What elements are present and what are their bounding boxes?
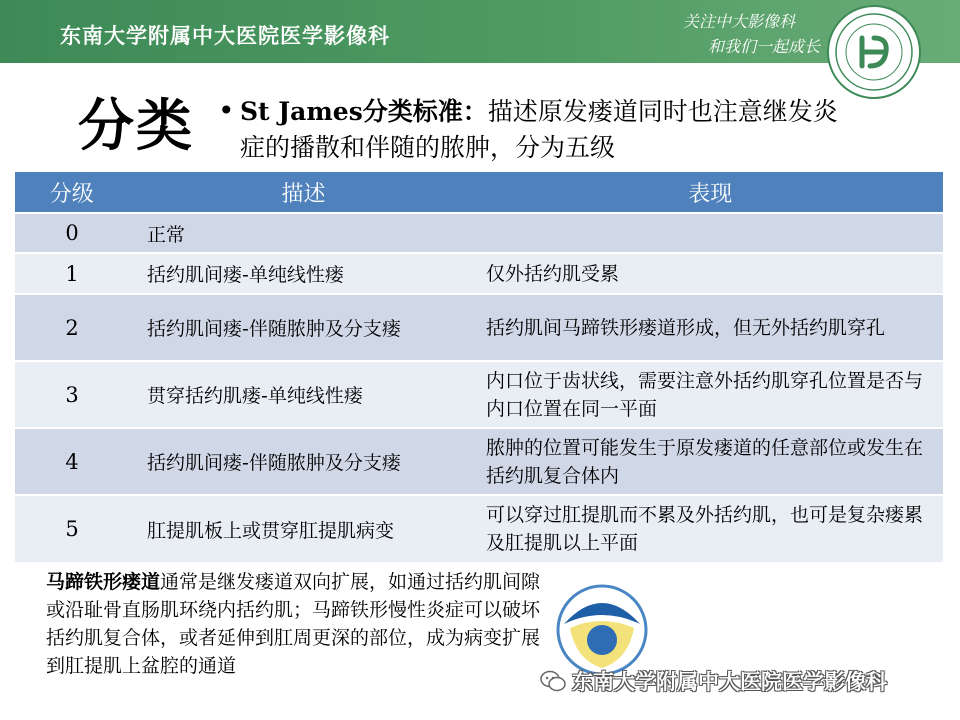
- row-desc: 括约肌间瘘-伴随脓肿及分支瘘: [129, 294, 478, 361]
- classification-description: [240, 94, 860, 166]
- institution-title: 东南大学附属中大医院医学影像科: [60, 24, 390, 48]
- row-desc: 肛提肌板上或贯穿肛提肌病变: [129, 495, 478, 562]
- row-level: 5: [15, 495, 129, 562]
- watermark: [540, 666, 887, 696]
- row-level: 1: [15, 253, 129, 294]
- row-finding: [478, 213, 943, 253]
- horseshoe-note: [46, 568, 542, 680]
- table-header-row: [15, 172, 943, 213]
- slogan-line-2: 和我们一起成长: [707, 37, 820, 56]
- row-level: 2: [15, 294, 129, 361]
- table-row: [15, 294, 943, 361]
- row-level: 4: [15, 428, 129, 495]
- table-row: [15, 428, 943, 495]
- row-desc: 正常: [129, 213, 478, 253]
- row-finding: 内口位于齿状线，需要注意外括约肌穿孔位置是否与内口位置在同一平面: [478, 361, 943, 428]
- note-text: 通常是继发瘘道双向扩展，如通过括约肌间隙或沿耻骨直肠肌环绕内括约肌；马蹄铁形慢性炎症可以破坏括约肌复合体，或者延伸到肛周更深的部位，成为病变扩展到肛提肌上盆腔的通道: [46, 571, 541, 677]
- row-level: 0: [15, 213, 129, 253]
- classification-table: [15, 172, 943, 562]
- row-desc: 括约肌间瘘-伴随脓肿及分支瘘: [129, 428, 478, 495]
- bullet-icon: •: [218, 94, 235, 127]
- row-level: 3: [15, 361, 129, 428]
- row-finding: 仅外括约肌受累: [478, 253, 943, 294]
- slide-heading: 分类: [78, 94, 194, 159]
- col-finding: 表现: [478, 172, 943, 213]
- row-finding: 脓肿的位置可能发生于原发瘘道的任意部位或发生在括约肌复合体内: [478, 428, 943, 495]
- row-finding: 括约肌间马蹄铁形瘘道形成，但无外括约肌穿孔: [478, 294, 943, 361]
- hospital-logo: [826, 4, 922, 100]
- row-desc: 括约肌间瘘-单纯线性瘘: [129, 253, 478, 294]
- wechat-icon: [540, 670, 566, 692]
- note-term: 马蹄铁形瘘道: [46, 571, 161, 593]
- row-finding: 可以穿过肛提肌而不累及外括约肌，也可是复杂瘘累及肛提肌以上平面: [478, 495, 943, 562]
- standard-text: 描述原发瘘道同时也注意继发炎症的播散和伴随的脓肿，分为五级: [240, 97, 838, 162]
- table-row: [15, 361, 943, 428]
- table-row: [15, 253, 943, 294]
- slogan-line-1: 关注中大影像科: [682, 12, 795, 31]
- table-row: [15, 213, 943, 253]
- row-desc: 贯穿括约肌瘘-单纯线性瘘: [129, 361, 478, 428]
- watermark-text: 东南大学附属中大医院医学影像科: [572, 670, 887, 694]
- col-grade: 分级: [15, 172, 129, 213]
- col-description: 描述: [129, 172, 478, 213]
- header-banner: [0, 0, 960, 63]
- table-row: [15, 495, 943, 562]
- eye-logo-icon: [556, 584, 648, 676]
- standard-name: St James分类标准：: [240, 97, 488, 126]
